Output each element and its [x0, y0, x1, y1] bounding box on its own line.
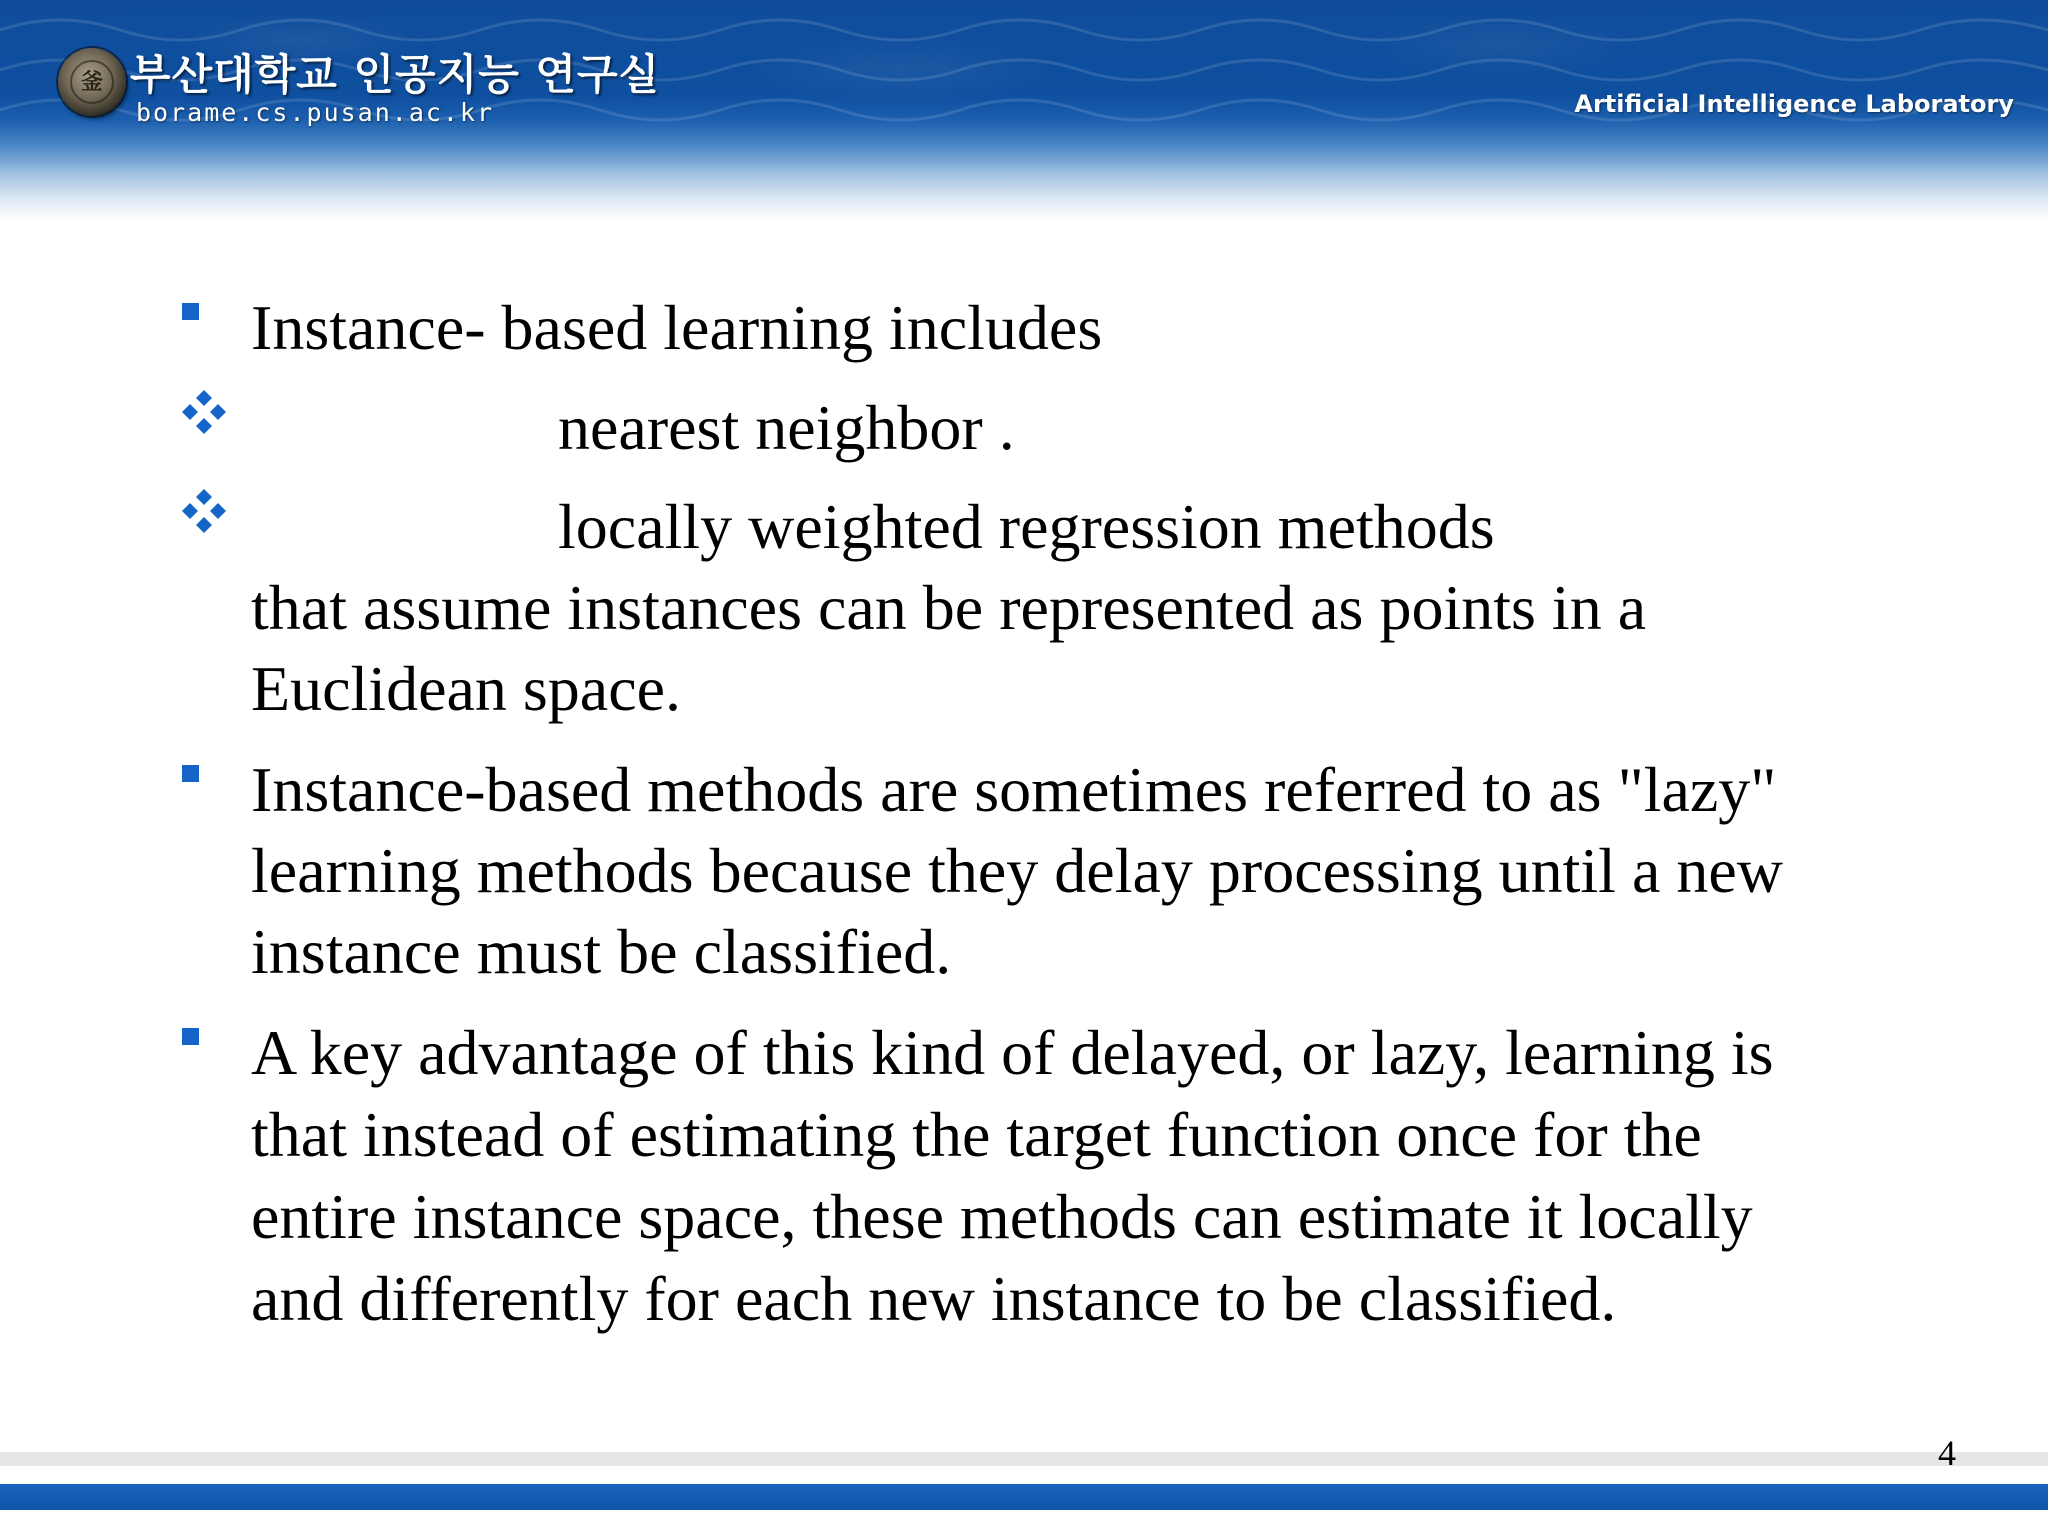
diamond-cluster-bullet-icon: [176, 386, 232, 442]
bullet-5-line-1: A key advantage of this kind of delayed, or lazy, learning is: [251, 1017, 1774, 1088]
bullet-3-line-2: that assume instances can be represented as points in a: [251, 572, 1647, 643]
diamond-cluster-bullet-icon: [176, 485, 232, 541]
bullet-5-line-4: and differently for each new instance to be classified.: [251, 1263, 1617, 1334]
footer-divider: [0, 1452, 2048, 1466]
square-bullet-icon: [182, 1028, 199, 1045]
square-bullet-icon: [182, 303, 199, 320]
square-bullet-icon: [182, 765, 199, 782]
footer-bar: [0, 1484, 2048, 1510]
bullet-4-line-1: Instance-based methods are sometimes referred to as "lazy": [251, 754, 1777, 825]
bullet-3-line-3: Euclidean space.: [251, 653, 681, 724]
bullet-1-line-1: Instance- based learning includes: [251, 292, 1103, 363]
bullet-4-line-2: learning methods because they delay processing until a new: [251, 835, 1783, 906]
university-lab-name: 부산대학교 인공지능 연구실: [130, 50, 661, 99]
emblem-glyph: 釜: [70, 60, 114, 104]
bullet-5-line-3: entire instance space, these methods can estimate it locally: [251, 1181, 1753, 1252]
lab-english-name: Artificial Intelligence Laboratory: [1574, 90, 2014, 118]
bullet-5-line-2: that instead of estimating the target function once for the: [251, 1099, 1702, 1170]
bullet-2-line-1: nearest neighbor .: [558, 392, 1015, 463]
bullet-3-line-1: locally weighted regression methods: [558, 491, 1495, 562]
lab-url: borame.cs.pusan.ac.kr: [136, 98, 495, 127]
bullet-4-line-3: instance must be classified.: [251, 916, 952, 987]
page-number: 4: [1938, 1433, 1956, 1473]
